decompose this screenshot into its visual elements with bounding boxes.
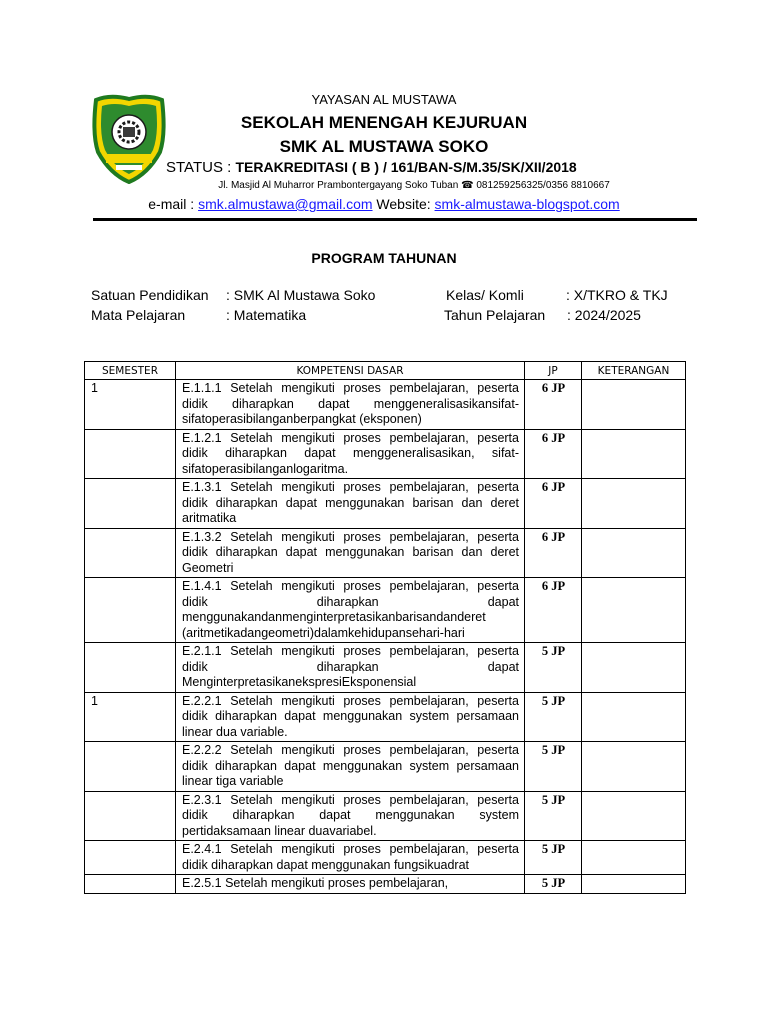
- subject-value: : Matematika: [226, 307, 307, 323]
- table-row: [85, 791, 686, 841]
- table-row: [85, 742, 686, 792]
- status-value: TERAKREDITASI ( B ) / 161/BAN-S/M.35/SK/XII/2018: [235, 159, 577, 175]
- keterangan-cell: [582, 742, 686, 792]
- semester-cell: [85, 578, 176, 643]
- table-row: [85, 479, 686, 529]
- competency-cell: E.2.4.1 Setelah mengikuti proses pembelajaran, peserta didik diharapkan dapat menggunakan fungsikuadrat: [176, 841, 525, 875]
- semester-cell: 1: [85, 692, 176, 742]
- jp-cell: 6 JP: [525, 479, 582, 529]
- competency-cell: E.2.2.1 Setelah mengikuti proses pembelajaran, peserta didik diharapkan dapat menggunakan system persamaan linear dua variable.: [176, 692, 525, 742]
- website-label: Website:: [372, 196, 435, 212]
- competency-cell: E.2.3.1 Setelah mengikuti proses pembelajaran, peserta didik diharapkan dapat menggunakan system pertidaksamaan linear duavariabel.: [176, 791, 525, 841]
- email-label: e-mail :: [148, 196, 199, 212]
- keterangan-cell: [582, 875, 686, 894]
- jp-cell: 5 JP: [525, 791, 582, 841]
- foundation-name: YAYASAN AL MUSTAWA: [311, 92, 457, 107]
- keterangan-cell: [582, 643, 686, 693]
- keterangan-cell: [582, 528, 686, 578]
- header-kompetensi: KOMPETENSI DASAR: [176, 362, 525, 380]
- semester-cell: [85, 528, 176, 578]
- keterangan-cell: [582, 692, 686, 742]
- keterangan-cell: [582, 578, 686, 643]
- jp-cell: 6 JP: [525, 578, 582, 643]
- semester-cell: [85, 643, 176, 693]
- table-row: [85, 643, 686, 693]
- table-header-row: [85, 362, 686, 380]
- school-type: SEKOLAH MENENGAH KEJURUAN: [240, 113, 528, 132]
- semester-cell: [85, 479, 176, 529]
- header-semester: SEMESTER: [85, 362, 176, 380]
- competency-cell: E.1.3.1 Setelah mengikuti proses pembelajaran, peserta didik diharapkan dapat menggunakan barisan dan deret aritmatika: [176, 479, 525, 529]
- contact-line: [0, 196, 768, 212]
- header-jp: JP: [525, 362, 582, 380]
- accreditation-status: [166, 159, 577, 176]
- jp-cell: 5 JP: [525, 875, 582, 894]
- competency-cell: E.1.2.1 Setelah mengikuti proses pembelajaran, peserta didik diharapkan dapat menggeneralisasikan, sifat-sifatoperasibilanganlogaritma.: [176, 429, 525, 479]
- header-keterangan: KETERANGAN: [582, 362, 686, 380]
- unit-value: : SMK Al Mustawa Soko: [226, 287, 376, 303]
- header-divider: [93, 218, 697, 221]
- jp-cell: 6 JP: [525, 528, 582, 578]
- unit-label: Satuan Pendidikan: [91, 287, 209, 303]
- semester-cell: [85, 841, 176, 875]
- subject-label: Mata Pelajaran: [91, 307, 186, 323]
- table-row: [85, 841, 686, 875]
- semester-cell: [85, 742, 176, 792]
- status-label: STATUS :: [166, 159, 236, 176]
- keterangan-cell: [582, 479, 686, 529]
- semester-cell: [85, 429, 176, 479]
- competency-table: [84, 361, 686, 894]
- jp-cell: 5 JP: [525, 742, 582, 792]
- email-link[interactable]: smk.almustawa@gmail.com: [198, 196, 373, 212]
- semester-cell: [85, 875, 176, 894]
- table-row: [85, 528, 686, 578]
- class-value: : X/TKRO & TKJ: [566, 287, 668, 303]
- jp-cell: 6 JP: [525, 380, 582, 430]
- keterangan-cell: [582, 791, 686, 841]
- table-row: [85, 380, 686, 430]
- school-address: Jl. Masjid Al Muharror Prambontergayang Soko Tuban ☎ 081259256325/0356 8810667: [218, 180, 610, 191]
- class-label: Kelas/ Komli: [446, 287, 524, 303]
- year-value: : 2024/2025: [567, 307, 641, 323]
- jp-cell: 5 JP: [525, 841, 582, 875]
- competency-cell: E.1.3.2 Setelah mengikuti proses pembelajaran, peserta didik diharapkan dapat menggunakan barisan dan deret Geometri: [176, 528, 525, 578]
- semester-cell: 1: [85, 380, 176, 430]
- jp-cell: 5 JP: [525, 643, 582, 693]
- school-name: SMK AL MUSTAWA SOKO: [279, 137, 489, 156]
- table-row: [85, 875, 686, 894]
- keterangan-cell: [582, 380, 686, 430]
- table-row: [85, 578, 686, 643]
- table-row: [85, 429, 686, 479]
- keterangan-cell: [582, 429, 686, 479]
- website-link[interactable]: smk-almustawa-blogspot.com: [434, 196, 620, 212]
- document-title: PROGRAM TAHUNAN: [311, 250, 457, 266]
- competency-cell: E.2.2.2 Setelah mengikuti proses pembelajaran, peserta didik diharapkan dapat menggunakan system persamaan linear tiga variable: [176, 742, 525, 792]
- competency-cell: E.1.4.1 Setelah mengikuti proses pembelajaran, peserta didik diharapkan dapat menggunakandanmenginterpretasikanbarisandanderet (aritmetikadangeometri)dalamkehidupansehari-hari: [176, 578, 525, 643]
- semester-cell: [85, 791, 176, 841]
- table-row: [85, 692, 686, 742]
- year-label: Tahun Pelajaran: [444, 307, 546, 323]
- competency-cell: E.1.1.1 Setelah mengikuti proses pembelajaran, peserta didik diharapkan dapat menggeneralisasikansifat-sifatoperasibilanganberpangkat (eksponen): [176, 380, 525, 430]
- competency-cell: E.2.5.1 Setelah mengikuti proses pembelajaran,: [176, 875, 525, 894]
- jp-cell: 5 JP: [525, 692, 582, 742]
- competency-cell: E.2.1.1 Setelah mengikuti proses pembelajaran, peserta didik diharapkan dapat MenginterpretasikanekspresiEksponensial: [176, 643, 525, 693]
- keterangan-cell: [582, 841, 686, 875]
- jp-cell: 6 JP: [525, 429, 582, 479]
